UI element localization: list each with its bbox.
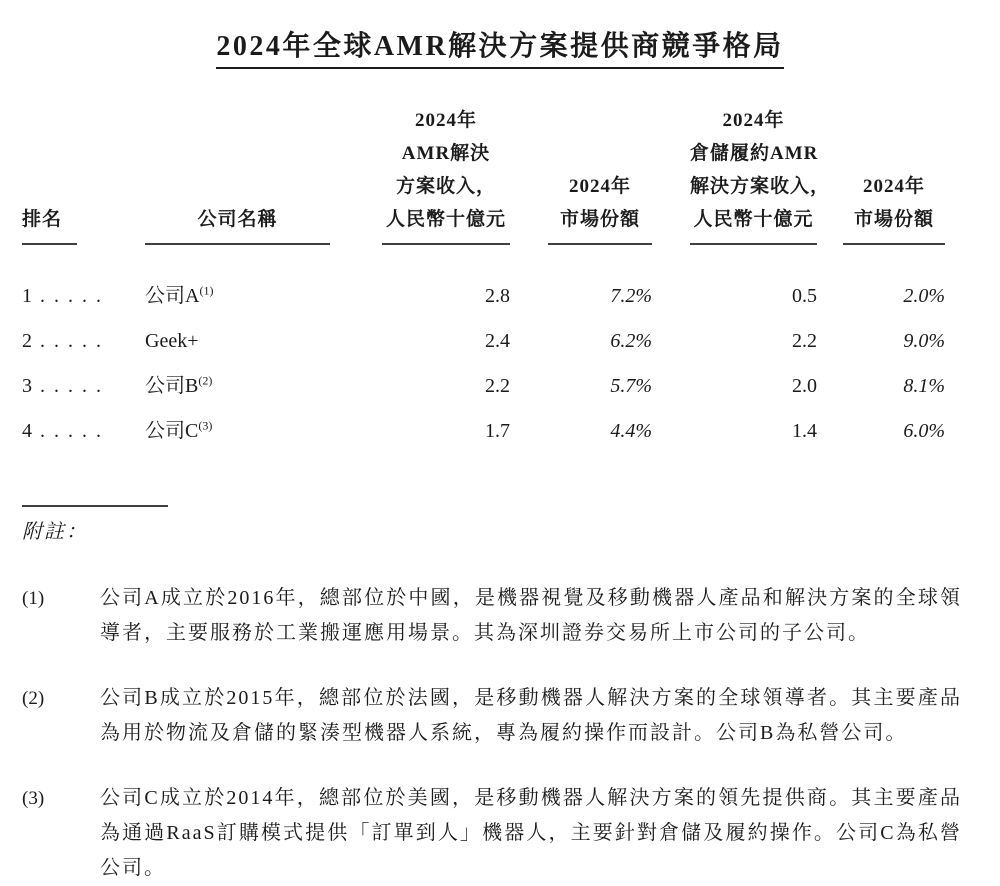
rank-dot-leader: . . . . .	[40, 375, 103, 397]
footnote-marker: (3)	[198, 418, 213, 433]
table-row	[22, 245, 945, 320]
header-line: 市場份額	[853, 209, 934, 230]
header-line: 方案收入，	[395, 176, 496, 197]
rank-number: 4	[22, 420, 32, 442]
header-line: 倉儲履約AMR	[690, 143, 819, 164]
table-header-row	[22, 104, 945, 245]
company-cell	[140, 245, 335, 320]
competitive-landscape-table	[22, 104, 945, 455]
amr-share-value: 6.2%	[610, 330, 652, 352]
footnote-text: 公司C成立於2014年，總部位於美國，是移動機器人解決方案的領先提供商。其主要產品為通過RaaS訂購模式提供「訂單到人」機器人，主要針對倉儲及履約操作。公司C為私營公司。	[100, 787, 962, 879]
footnotes-label: 附註：	[22, 521, 88, 543]
fulfillment-share-value: 6.0%	[903, 420, 945, 442]
page-title-text: 2024年全球AMR解決方案提供商競爭格局	[216, 24, 783, 69]
rank-dot-leader: . . . . .	[40, 330, 103, 352]
header-line: 人民幣十億元	[385, 209, 506, 230]
footnote	[22, 581, 1000, 651]
amr-revenue-value: 2.8	[485, 285, 510, 307]
footnotes-section	[22, 505, 1000, 886]
header-line: 2024年	[568, 176, 631, 197]
rank-dot-leader: . . . . .	[40, 285, 103, 307]
col-header-company	[140, 104, 335, 245]
amr-revenue-value: 2.2	[485, 375, 510, 397]
amr-revenue-value: 2.4	[485, 330, 510, 352]
fulfillment-revenue-value: 2.0	[792, 375, 817, 397]
col-header-rank	[22, 104, 140, 245]
footnote-number: (1)	[22, 588, 45, 609]
rank-cell	[22, 410, 140, 455]
header-line: 人民幣十億元	[693, 209, 814, 230]
company-name: Geek+	[145, 330, 199, 352]
company-cell	[140, 410, 335, 455]
prospectus-page	[0, 24, 1000, 879]
header-line: 解決方案收入，	[690, 176, 831, 197]
company-cell	[140, 365, 335, 410]
rank-cell	[22, 365, 140, 410]
company-name: 公司A	[145, 285, 200, 307]
rank-cell	[22, 245, 140, 320]
company-name: 公司B	[145, 375, 199, 397]
page-title	[0, 24, 1000, 69]
footnote	[22, 781, 1000, 886]
col-header-amr-share	[510, 104, 652, 245]
footnote-marker: (1)	[199, 283, 214, 298]
fulfillment-revenue-value: 0.5	[792, 285, 817, 307]
rank-dot-leader: . . . . .	[40, 420, 103, 442]
footnote-marker: (2)	[198, 373, 213, 388]
table-row	[22, 365, 945, 410]
amr-revenue-value: 1.7	[485, 420, 510, 442]
rank-number: 3	[22, 375, 32, 397]
company-name: 公司C	[145, 420, 199, 442]
header-line: 2024年	[722, 110, 785, 131]
footnote-text: 公司B成立於2015年，總部位於法國，是移動機器人解決方案的全球領導者。其主要產品為用於物流及倉儲的緊湊型機器人系統，專為履約操作而設計。公司B為私營公司。	[100, 687, 962, 744]
footnote-text: 公司A成立於2016年，總部位於中國，是機器視覺及移動機器人產品和解決方案的全球領導者，主要服務於工業搬運應用場景。其為深圳證券交易所上市公司的子公司。	[100, 587, 962, 644]
footnote-number: (2)	[22, 688, 45, 709]
header-line: 2024年	[414, 110, 477, 131]
header-line: 市場份額	[559, 209, 640, 230]
company-cell	[140, 320, 335, 365]
fulfillment-share-value: 9.0%	[903, 330, 945, 352]
fulfillment-share-value: 8.1%	[903, 375, 945, 397]
table-row	[22, 410, 945, 455]
table-row	[22, 320, 945, 365]
col-header-amr-revenue	[335, 104, 510, 245]
col-header-rank-label: 排名	[22, 209, 63, 230]
amr-share-value: 5.7%	[610, 375, 652, 397]
col-header-fulfillment-share	[817, 104, 945, 245]
footnote	[22, 681, 1000, 751]
footnote-number: (3)	[22, 788, 45, 809]
rank-number: 2	[22, 330, 32, 352]
fulfillment-revenue-value: 1.4	[792, 420, 817, 442]
col-header-company-label: 公司名稱	[197, 209, 278, 230]
header-line: 2024年	[862, 176, 925, 197]
fulfillment-share-value: 2.0%	[903, 285, 945, 307]
fulfillment-revenue-value: 2.2	[792, 330, 817, 352]
col-header-fulfillment-revenue	[652, 104, 831, 245]
footnotes-divider	[22, 505, 168, 507]
rank-number: 1	[22, 285, 32, 307]
amr-share-value: 4.4%	[610, 420, 652, 442]
header-line: AMR解決	[401, 143, 491, 164]
rank-cell	[22, 320, 140, 365]
amr-share-value: 7.2%	[610, 285, 652, 307]
